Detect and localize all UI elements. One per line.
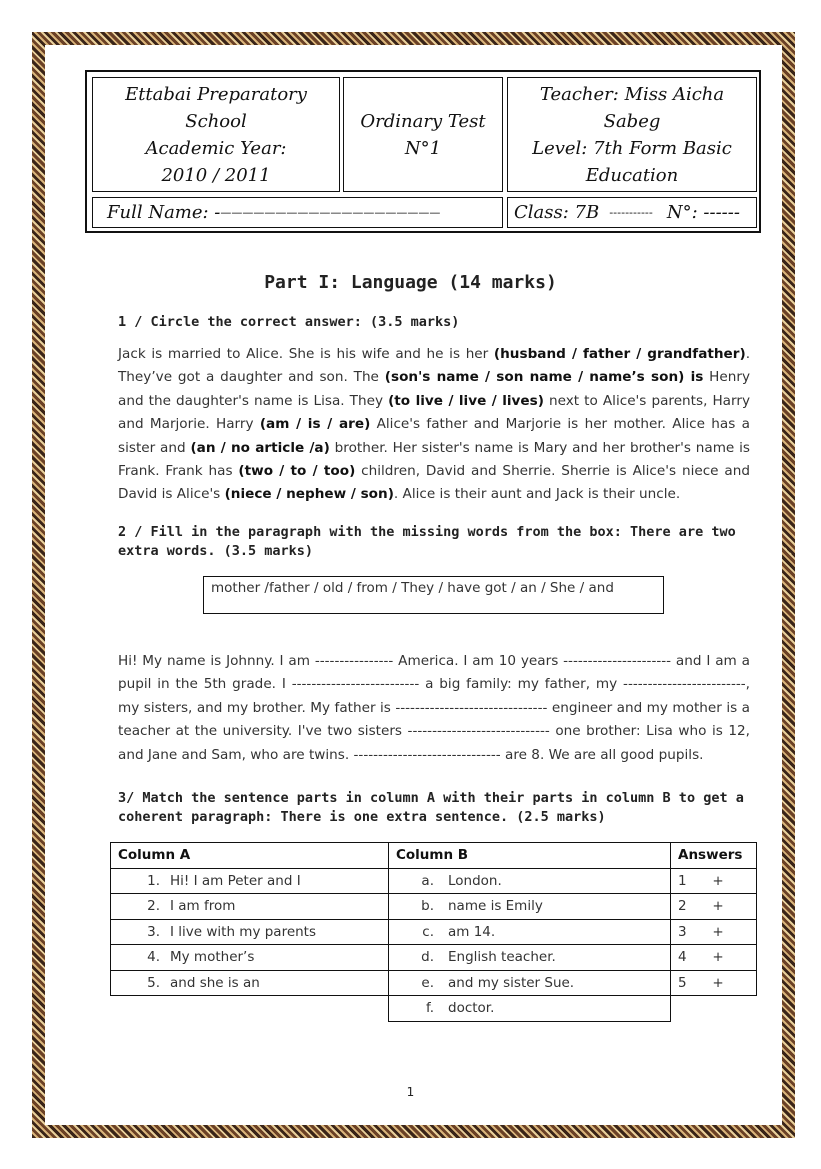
option-group[interactable]: (son's name / son name / name’s son) is [384,369,704,386]
option-group[interactable]: (husband / father / grandfather) [493,346,746,362]
full-name-label: Full Name: - [107,202,221,223]
part-title: Part I: Language (14 marks) [264,272,557,293]
matching-table [110,842,757,1022]
option-group[interactable]: (an / no article /a) [190,439,330,456]
column-b-header: Column B [389,843,671,869]
test-name: Ordinary Test [360,110,486,132]
table-row: 3. I live with my parents c. am 14. 3 + [111,919,757,945]
answer-cell[interactable]: 3 + [671,919,757,945]
answer-cell[interactable]: 4 + [671,945,757,971]
class-label: Class: 7B [514,202,600,223]
teacher-info [507,77,757,192]
test-header [85,70,761,233]
level-line: Education [585,164,679,186]
full-name-field[interactable] [92,197,503,228]
answer-cell[interactable]: 2 + [671,894,757,920]
page-number: 1 [406,1085,415,1099]
school-line: Ettabai Preparatory [125,83,307,105]
column-a-header: Column A [111,843,389,869]
q1-paragraph: Jack is married to Alice. She is his wife and he is her (husband / father / grandfather). They’ve got a daughter and son. The (son's name / son name / name’s son) is Henry and the daughter's name is Lisa. They (to live / live / lives) next to Alice's parents, Harry and Marjorie. Harry (am / is / are) Alice's father and Marjorie is her mother. Alice has a sister and (an / no article /a) brother. Her sister's name is Mary and her brother's name is Frank. Frank has (two / to / too) children, David and Sherrie. Sherrie is Alice's niece and David is Alice's (niece / nephew / son). Alice is their aunt and Jack is their uncle. [118,346,751,503]
class-field[interactable] [507,197,757,228]
teacher-line: Teacher: Miss Aicha [539,83,725,105]
answer-cell[interactable]: 1 + [671,868,757,894]
test-number: N°1 [404,137,442,159]
q3-heading: 3/ Match the sentence parts in column A with their parts in column B to get a coherent paragraph: There is one extra sentence. (2.5 marks) [118,790,744,825]
table-row: 1. Hi! I am Peter and I a. London. 1 + [111,868,757,894]
table-row: 4. My mother’s d. English teacher. 4 + [111,945,757,971]
full-name-blank: ———————————————————— [220,206,441,219]
table-row-extra: f. doctor. [111,996,757,1022]
q2-heading: 2 / Fill in the paragraph with the missing words from the box: There are two extra words. (3.5 marks) [118,524,736,559]
q2-paragraph[interactable]: Hi! My name is Johnny. I am ---------------- America. I am 10 years ---------------------- and I am a pupil in the 5th grade. I -------------------------- a big family: my father, my -------------------------, my sisters, and my brother. My father is ------------------------------- engineer and my mother is a teacher at the university. I've two sisters ----------------------------- one brother: Lisa who is 12, and Jane and Sam, who are twins. ------------------------------ are 8. We are all good pupils. [118,653,750,763]
word-box: mother /father / old / from / They / have got / an / She / and [203,576,664,614]
option-group[interactable]: (to live / live / lives) [388,392,544,409]
test-title [343,77,503,192]
table-row: 5. and she is an e. and my sister Sue. 5 + [111,970,757,996]
table-header-row [111,843,757,869]
table-row: 2. I am from b. name is Emily 2 + [111,894,757,920]
academic-year: 2010 / 2011 [161,164,271,186]
option-group[interactable]: (niece / nephew / son) [224,486,394,503]
class-dashes: ----------- [609,206,653,219]
option-group[interactable]: (two / to / too) [238,463,356,480]
teacher-line: Sabeg [603,110,661,132]
q1-heading: 1 / Circle the correct answer: (3.5 marks) [118,314,460,330]
academic-year-label: Academic Year: [145,137,287,159]
school-line: School [185,110,247,132]
answers-header: Answers [671,843,757,869]
option-group[interactable]: (am / is / are) [259,416,371,433]
answer-cell[interactable]: 5 + [671,970,757,996]
school-info [92,77,340,192]
level-line: Level: 7th Form Basic [532,137,732,159]
number-label: N°: ------ [666,202,740,223]
